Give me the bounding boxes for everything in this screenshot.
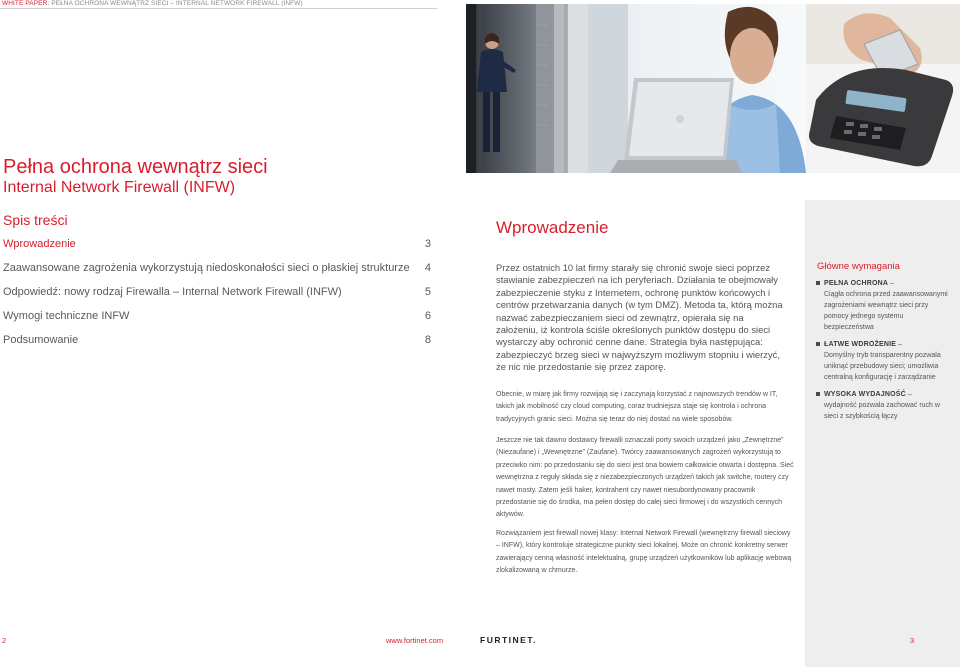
- running-header-text: [2, 0, 303, 7]
- requirement-item: [814, 278, 954, 333]
- requirement-head: WYSOKA WYDAJNOŚĆ: [824, 391, 906, 398]
- header-label-red: WHITE PAPER:: [2, 0, 50, 7]
- toc-item-label: Zaawansowane zagrożenia wykorzystują niedoskonałości sieci o płaskiej strukturze: [3, 262, 410, 274]
- title-line-2: Internal Network Firewall (INFW): [3, 179, 236, 196]
- page-number-left: 2: [2, 636, 7, 645]
- document-title: [3, 156, 443, 197]
- toc-item-page: 4: [424, 262, 431, 274]
- body-paragraph-1: Obecnie, w miarę jak firmy rozwijają się i zaczynają korzystać z najnowszych trendów w IT, takich jak mobilność czy cloud computing, coraz trudniejsza staje się kontrola i ochrona tradycyjnych granic sieci. Można się teraz do niej dostać na wiele sposobów.: [496, 391, 778, 423]
- requirement-dash: –: [896, 341, 902, 348]
- toc-item-label: Podsumowanie: [3, 334, 79, 346]
- requirements-title: Główne wymagania: [817, 261, 900, 272]
- toc-item-odpowiedz[interactable]: [3, 285, 431, 309]
- toc-title: Spis treści: [3, 212, 68, 228]
- toc-item-label: Odpowiedź: nowy rodzaj Firewalla – Internal Network Firewall (INFW): [3, 286, 342, 298]
- header-rule: [0, 8, 437, 9]
- running-header: [0, 0, 437, 8]
- requirement-body: Domyślny tryb transparentny pozwala uniknąć przebudowy sieci; umożliwia centralną konfigurację i zarządzanie: [824, 352, 941, 381]
- toc-item-label: Wprowadzenie: [3, 238, 76, 250]
- toc-item-zaawansowane-zagrozenia[interactable]: [3, 261, 431, 285]
- bullet-icon: [816, 281, 820, 285]
- requirement-head: PEŁNA OCHRONA: [824, 280, 889, 287]
- toc-item-page: 5: [424, 286, 431, 298]
- footer-url-link[interactable]: www.fortinet.com: [386, 636, 444, 645]
- toc-item-label: Wymogi techniczne INFW: [3, 310, 130, 322]
- bullet-icon: [816, 392, 820, 396]
- requirement-body: Ciągła ochrona przed zaawansowanymi zagrożeniami wewnątrz sieci przy pomocy jednego systemu bezpieczeństwa: [824, 291, 948, 331]
- toc-item-podsumowanie[interactable]: [3, 333, 431, 357]
- intro-lead-paragraph: Przez ostatnich 10 lat firmy starały się chronić swoje sieci poprzez stawianie zabezpieczeń na ich peryferiach. Działania te obejmowały zabezpieczenie styku z Internetem, ochronę punktów końcowych i centrów przetwarzania danych (w tym DMZ). Metoda ta, którą można nazwać zabezpieczaniem sieci od zewnątrz, opierała się na założeniu, iż kontrola ściśle określonych punktów dostępu do sieci wystarczy aby ochronić cenne dane. Strategia była następująca: zabezpieczyć brzeg sieci w najwyższym możliwym stopniu i wierzyć, że nic nie przedostanie się przez zaporę.: [496, 262, 783, 373]
- toc-item-page: 8: [424, 334, 431, 346]
- body-paragraph-3: Rozwiązaniem jest firewall nowej klasy: Internal Network Firewall (wewnętrzny firewall sieciowy – INFW), który kontroluje strategiczne punkty sieci lokalnej. Może on chronić konkretny serwer zawierający cenną własność intelektualną, grupę urządzeń użytkowników lub aplikację webową zlokalizowaną w chmurze.: [496, 530, 792, 575]
- title-line-1: Pełna ochrona wewnątrz sieci: [3, 156, 268, 178]
- toc-item-page: 6: [424, 310, 431, 322]
- requirement-body: wydajność pozwala zachować ruch w sieci z szybkością łączy: [824, 402, 940, 420]
- photo-man-laptop: [588, 4, 806, 173]
- section-heading: Wprowadzenie: [496, 218, 609, 237]
- body-paragraph-2: Jeszcze nie tak dawno dostawcy firewalli oznaczali porty swoich urządzeń jako „Zewnętrzne” (Niezaufane) i „Wewnętrzne” (Zaufane). Twórcy zaawansowanych zagrożeń wykorzystują to przeciwko nim: po przedostaniu się do sieci jest ona bowiem całkowicie otwarta i dostępna. Sieć wewnętrzna z reguły składa się z niezabezpieczonych urządzeń takich jak switche, routery czy nawet mosty. Zatem jeśli haker, kontrahent czy nawet niesubordynowany pracownik przedostanie się do środka, ma pełen dostęp do całej sieci firmowej i do wszystkich cennych aktywów.: [496, 437, 794, 519]
- photo-card-terminal: [806, 4, 960, 173]
- header-label-grey: PEŁNA OCHRONA WEWNĄTRZ SIECI – INTERNAL NETWORK FIREWALL (INFW): [49, 0, 303, 7]
- photo-server-room: [466, 4, 588, 173]
- requirement-item: [814, 389, 954, 422]
- photo-strip: [466, 4, 960, 173]
- requirement-item: [814, 339, 954, 383]
- requirement-head: ŁATWE WDROŻENIE: [824, 341, 897, 348]
- requirement-dash: –: [888, 280, 895, 287]
- toc-item-wymogi-techniczne[interactable]: [3, 309, 431, 333]
- fortinet-logo: FURTINET.: [480, 635, 537, 645]
- toc-item-page: 3: [424, 238, 431, 250]
- toc-item-wprowadzenie[interactable]: [3, 237, 431, 261]
- requirement-dash: –: [905, 391, 912, 398]
- page-number-right: 3: [910, 636, 915, 645]
- bullet-icon: [816, 342, 820, 346]
- requirements-list: [814, 278, 954, 428]
- table-of-contents: [3, 237, 431, 357]
